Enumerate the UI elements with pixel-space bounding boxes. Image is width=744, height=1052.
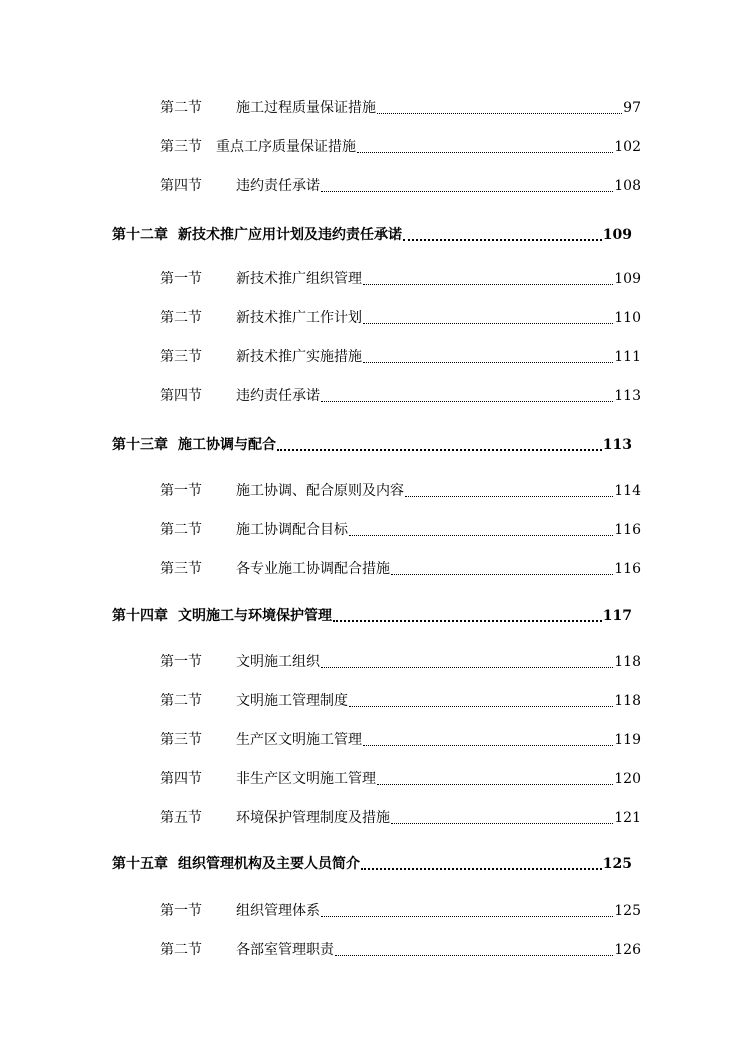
section-title: 各部室管理职责: [236, 942, 334, 958]
page-number: 116: [614, 561, 641, 577]
toc-entry[interactable]: [160, 807, 641, 829]
dot-leader: [361, 868, 602, 870]
section-number: 第一节: [160, 483, 202, 499]
section-number: 第二节: [160, 100, 202, 116]
page-number: 125: [602, 856, 632, 872]
page-number: 113: [614, 388, 641, 404]
toc-entry[interactable]: [160, 939, 641, 961]
dot-leader: [363, 745, 613, 746]
chapter-title: 组织管理机构及主要人员简介: [178, 856, 360, 872]
dot-leader: [349, 706, 613, 707]
dot-leader: [357, 152, 613, 153]
section-number: 第四节: [160, 388, 202, 404]
section-number: 第三节: [160, 732, 202, 748]
dot-leader: [349, 535, 613, 536]
toc-entry[interactable]: [160, 480, 641, 502]
toc-entry[interactable]: [160, 97, 641, 119]
toc-entry[interactable]: [160, 690, 641, 712]
toc-entry[interactable]: [160, 558, 641, 580]
toc-entry[interactable]: [160, 268, 641, 290]
section-title: 新技术推广实施措施: [236, 349, 362, 365]
toc-entry[interactable]: [160, 385, 641, 407]
dot-leader: [363, 362, 613, 363]
section-number: 第一节: [160, 271, 202, 287]
section-title: 违约责任承诺: [236, 178, 320, 194]
section-number: 第一节: [160, 903, 202, 919]
section-title: 新技术推广组织管理: [236, 271, 362, 287]
section-title: 各专业施工协调配合措施: [236, 561, 390, 577]
page-number: 125: [614, 903, 641, 919]
dot-leader: [391, 574, 613, 575]
dot-leader: [363, 323, 613, 324]
page-number: 108: [614, 178, 641, 194]
dot-leader: [377, 113, 622, 114]
page-number: 117: [602, 608, 632, 624]
section-number: 第三节: [160, 349, 202, 365]
section-number: 第二节: [160, 310, 202, 326]
section-title: 组织管理体系: [236, 903, 320, 919]
dot-leader: [321, 191, 613, 192]
page-number: 118: [614, 654, 641, 670]
toc-entry[interactable]: [160, 175, 641, 197]
page-number: 119: [614, 732, 641, 748]
section-title: 文明施工组织: [236, 654, 320, 670]
section-title: 违约责任承诺: [236, 388, 320, 404]
dot-leader: [405, 496, 613, 497]
chapter-number: 第十三章: [112, 437, 168, 453]
section-title: 重点工序质量保证措施: [216, 139, 356, 155]
dot-leader: [403, 239, 602, 241]
toc-entry[interactable]: [160, 651, 641, 673]
chapter-title: 新技术推广应用计划及违约责任承诺: [178, 227, 402, 243]
section-title: 新技术推广工作计划: [236, 310, 362, 326]
section-title: 施工过程质量保证措施: [236, 100, 376, 116]
section-number: 第三节: [160, 139, 202, 155]
dot-leader: [321, 667, 613, 668]
page-number: 110: [614, 310, 641, 326]
dot-leader: [277, 449, 602, 451]
toc-chapter[interactable]: [112, 434, 632, 456]
page-number: 113: [602, 437, 632, 453]
dot-leader: [377, 784, 613, 785]
dot-leader: [335, 955, 613, 956]
section-number: 第二节: [160, 693, 202, 709]
section-number: 第四节: [160, 178, 202, 194]
section-number: 第三节: [160, 561, 202, 577]
chapter-number: 第十二章: [112, 227, 168, 243]
chapter-number: 第十五章: [112, 856, 168, 872]
page-number: 120: [614, 771, 641, 787]
toc-chapter[interactable]: [112, 605, 632, 627]
dot-leader: [321, 916, 613, 917]
page-number: 126: [614, 942, 641, 958]
section-number: 第二节: [160, 522, 202, 538]
chapter-number: 第十四章: [112, 608, 168, 624]
chapter-title: 文明施工与环境保护管理: [178, 608, 332, 624]
section-title: 环境保护管理制度及措施: [236, 810, 390, 826]
section-number: 第一节: [160, 654, 202, 670]
page-number: 114: [614, 483, 641, 499]
toc-entry[interactable]: [160, 136, 641, 158]
dot-leader: [321, 401, 613, 402]
chapter-title: 施工协调与配合: [178, 437, 276, 453]
section-title: 施工协调、配合原则及内容: [236, 483, 404, 499]
dot-leader: [333, 620, 602, 622]
section-title: 非生产区文明施工管理: [236, 771, 376, 787]
toc-chapter[interactable]: [112, 224, 632, 246]
toc-entry[interactable]: [160, 729, 641, 751]
section-title: 文明施工管理制度: [236, 693, 348, 709]
section-title: 生产区文明施工管理: [236, 732, 362, 748]
toc-chapter[interactable]: [112, 853, 632, 875]
toc-entry[interactable]: [160, 900, 641, 922]
page-number: 116: [614, 522, 641, 538]
toc-entry[interactable]: [160, 768, 641, 790]
section-number: 第五节: [160, 810, 202, 826]
page-number: 109: [614, 271, 641, 287]
toc-entry[interactable]: [160, 519, 641, 541]
toc-entry[interactable]: [160, 346, 641, 368]
dot-leader: [363, 284, 613, 285]
page-number: 121: [614, 810, 641, 826]
section-title: 施工协调配合目标: [236, 522, 348, 538]
toc-entry[interactable]: [160, 307, 641, 329]
page-number: 102: [614, 139, 641, 155]
page-number: 109: [602, 227, 632, 243]
page-number: 97: [623, 100, 641, 116]
section-number: 第四节: [160, 771, 202, 787]
dot-leader: [391, 823, 613, 824]
page-number: 111: [614, 349, 641, 365]
section-number: 第二节: [160, 942, 202, 958]
page-number: 118: [614, 693, 641, 709]
